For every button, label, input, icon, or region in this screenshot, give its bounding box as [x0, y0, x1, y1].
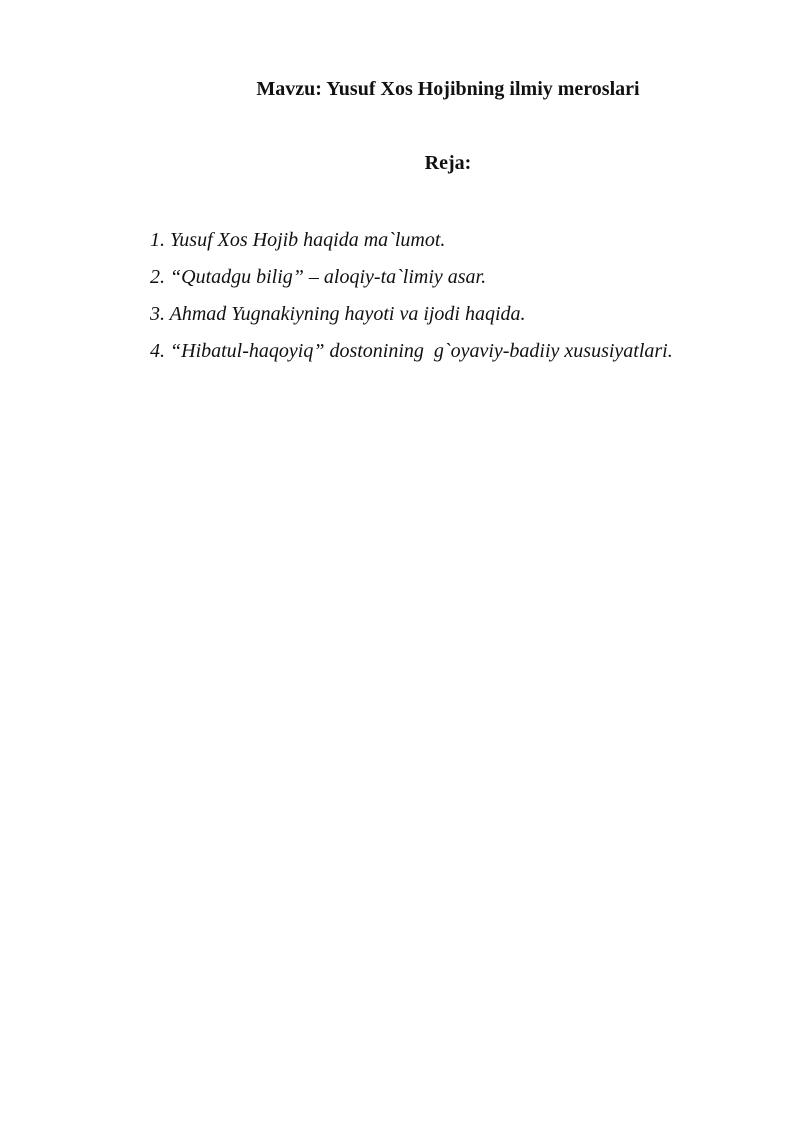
plan-item-4: 4. “Hibatul-haqoyiq” dostonining g`oyaviy-badiiy xususiyatlari.	[150, 340, 673, 362]
document-topic-title: Mavzu: Yusuf Xos Hojibning ilmiy meroslari	[256, 78, 640, 100]
plan-item-2: 2. “Qutadgu bilig” – aloqiy-ta`limiy asar.	[150, 266, 487, 288]
plan-heading: Reja:	[424, 152, 472, 174]
plan-item-3: 3. Ahmad Yugnakiyning hayoti va ijodi haqida.	[150, 303, 526, 325]
plan-item-1: 1. Yusuf Xos Hojib haqida ma`lumot.	[150, 229, 446, 251]
plan-list	[150, 222, 770, 370]
